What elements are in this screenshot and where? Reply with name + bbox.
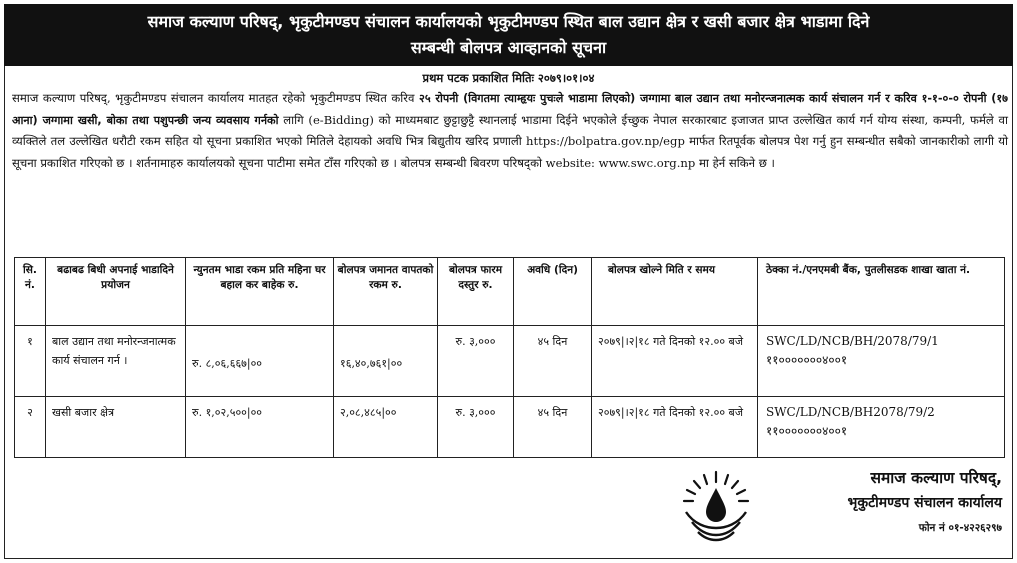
body-text-part1: समाज कल्याण परिषद्, भृकुटीमण्डप संचालन कार्यालय मातहत रहेको भृकुटीमण्डप स्थित करिव bbox=[12, 91, 419, 105]
notice-title-line2: सम्बन्धी बोलपत्र आव्हानको सूचना bbox=[410, 38, 607, 57]
table-header-row bbox=[15, 258, 1005, 326]
body-text-part2: लागि (e-Bidding) को माध्यमबाट छुट्टाछुट्टै स्थानलाई भाडामा दिईने भएकोले ईच्छुक नेपाल सरकारबाट इजाजत प्राप्त उल्लेखित कार्य गर्न योग्य संस्था, कम्पनी, फर्मले वा व्यक्तिले तल उल्लेखित धरौटी रकम सहित यो सूचना प्रकाशित भएको मितिले देहायको अवधि भित्र बिद्युतीय खरिद प्रणाली https://bolpatra.gov.np/egp मार्फत रितपूर्वक बोलपत्र पेश गर्नु हुन सम्बन्धीत सबैको जानकारीको लागी यो सूचना प्रकाशित गरिएको छ । शर्तनामाहरु कार्यालयको सूचना पाटीमा समेत टाँस गरिएको छ । बोलपत्र सम्बन्धी बिवरण परिषद्को website: www.swc.org.np मा हेर्न सकिने छ । bbox=[12, 112, 1008, 170]
footer-org-name: समाज कल्याण परिषद्, bbox=[870, 469, 1002, 487]
notice-footer bbox=[650, 465, 1002, 538]
cell-sn: २ bbox=[15, 397, 46, 458]
header-contract: ठेक्का नं./एनएमबी बैंक, पुतलीसडक शाखा खाता नं. bbox=[758, 258, 1005, 326]
cell-purpose: बाल उद्यान तथा मनोरन्जनात्मक कार्य संचालन गर्न । bbox=[46, 326, 186, 397]
contract-number: SWC/LD/NCB/BH/2078/79/1 bbox=[766, 334, 939, 348]
header-duration: अवधि (दिन) bbox=[514, 258, 592, 326]
footer-office-name: भृकुटीमण्डप संचालन कार्यालय bbox=[847, 495, 1002, 511]
cell-min-rent: रु. १,०२,५००|०० bbox=[186, 397, 334, 458]
cell-contract bbox=[758, 326, 1005, 397]
contract-number: SWC/LD/NCB/BH2078/79/2 bbox=[766, 405, 935, 419]
account-number: ११०००००००४००१ bbox=[766, 424, 848, 438]
notice-body bbox=[12, 88, 1008, 174]
notice-header bbox=[4, 4, 1013, 66]
cell-opening: २०७९|।२|१८ गते दिनको १२.०० बजे bbox=[592, 397, 758, 458]
published-date: प्रथम पटक प्रकाशित मितिः २०७९।०१।०४ bbox=[422, 71, 595, 85]
header-bid-security: बोलपत्र जमानत वापतको रकम रु. bbox=[334, 258, 438, 326]
cell-bid-security: २,०८,४८५|०० bbox=[334, 397, 438, 458]
cell-contract bbox=[758, 397, 1005, 458]
notice-title-line1: समाज कल्याण परिषद्, भृकुटीमण्डप संचालन कार्यालयको भृकुटीमण्डप स्थित बाल उद्यान क्षेत्र र खसी बजार क्षेत्र भाडामा दिने bbox=[147, 12, 870, 31]
cell-duration: ४५ दिन bbox=[514, 397, 592, 458]
body-text-bold: २५ रोपनी (विगतमा त्याम्हृयः पुचःले भाडामा लिएको) जग्गामा बाल उद्यान तथा मनोरन्जनात्मक कार्य संचालन गर्न र करिव १-१-०-० रोपनी (१७ आना) जग्गामा खसी, बोका तथा पशुपन्छी जन्य व्यवसाय गर्नको bbox=[12, 92, 1008, 127]
account-number: ११०००००००४००१ bbox=[766, 353, 848, 367]
header-purpose: बढाबढ बिधी अपनाई भाडादिने प्रयोजन bbox=[46, 258, 186, 326]
table-row bbox=[15, 397, 1005, 458]
header-opening: बोलपत्र खोल्ने मिति र समय bbox=[592, 258, 758, 326]
cell-form-fee: रु. ३,००० bbox=[438, 397, 514, 458]
cell-opening: २०७९|।२|१८ गते दिनको १२.०० बजे bbox=[592, 326, 758, 397]
cell-sn: १ bbox=[15, 326, 46, 397]
cell-duration: ४५ दिन bbox=[514, 326, 592, 397]
cell-purpose: खसी बजार क्षेत्र bbox=[46, 397, 186, 458]
cell-bid-security: १६,४०,७६१|०० bbox=[334, 326, 438, 397]
cell-min-rent: रु. ८,०६,६६७|०० bbox=[186, 326, 334, 397]
header-sn: सि. नं. bbox=[15, 258, 46, 326]
bid-table bbox=[14, 257, 1005, 458]
header-form-fee: बोलपत्र फारम दस्तुर रु. bbox=[438, 258, 514, 326]
table-row bbox=[15, 326, 1005, 397]
header-min-rent: न्युनतम भाडा रकम प्रति महिना घर बहाल कर बाहेक रु. bbox=[186, 258, 334, 326]
cell-form-fee: रु. ३,००० bbox=[438, 326, 514, 397]
footer-phone: फोन नं ०१-४२२६२९७ bbox=[918, 522, 1002, 534]
